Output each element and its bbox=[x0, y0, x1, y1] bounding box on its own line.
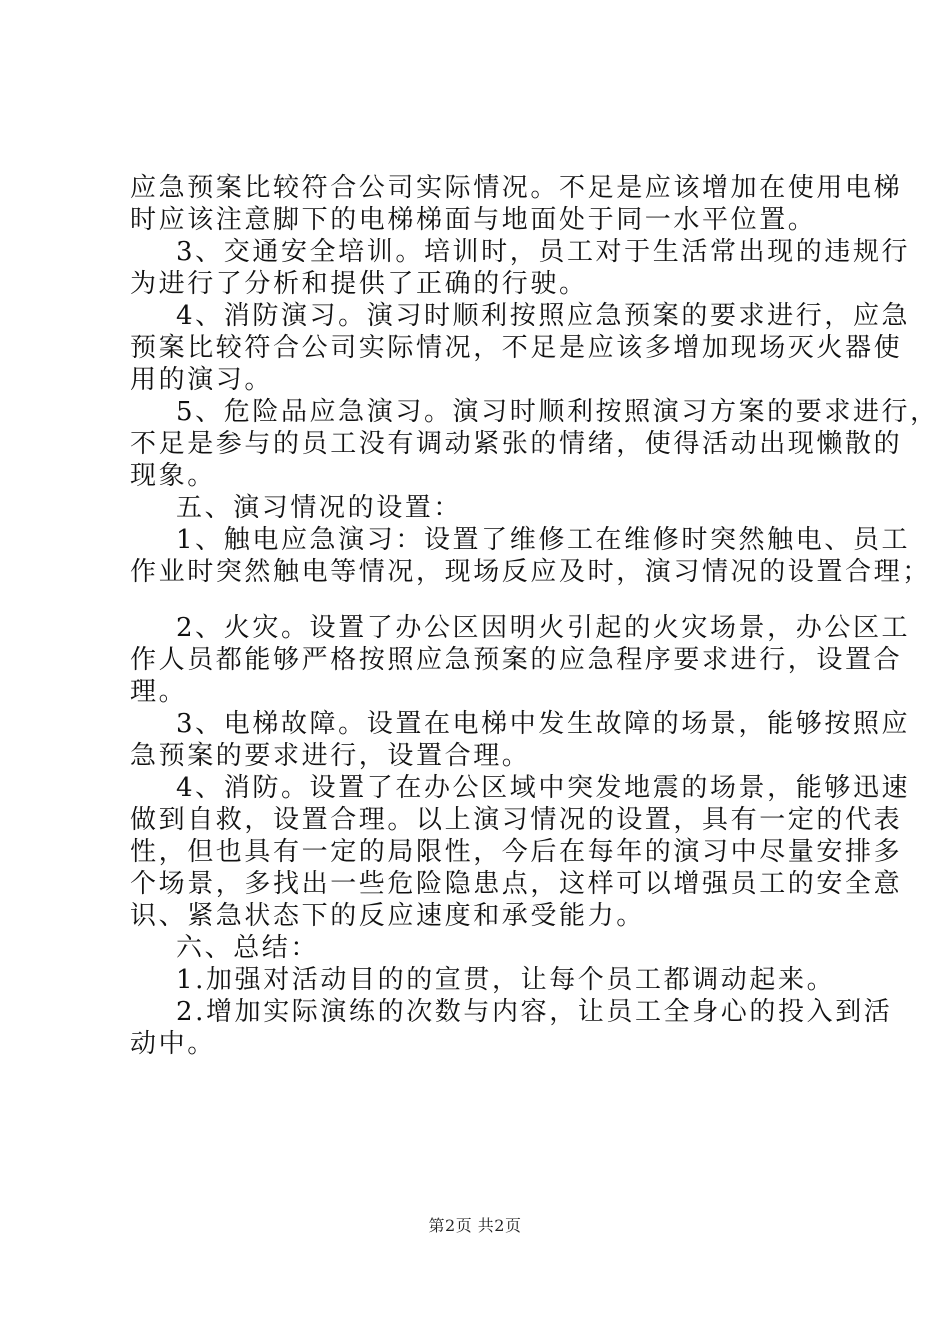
text-line: 现象。 bbox=[130, 461, 216, 491]
text-line: 作人员都能够严格按照应急预案的应急程序要求进行，设置合 bbox=[130, 645, 903, 675]
text-line: 作业时突然触电等情况，现场反应及时，演习情况的设置合理； bbox=[130, 557, 931, 587]
text-line: 4、消防演习。演习时顺利按照应急预案的要求进行，应急 bbox=[176, 301, 911, 331]
text-line: 3、交通安全培训。培训时，员工对于生活常出现的违规行 bbox=[176, 237, 911, 267]
document-body bbox=[130, 172, 939, 1060]
text-line: 动中。 bbox=[130, 1029, 216, 1059]
text-line: 预案比较符合公司实际情况，不足是应该多增加现场灭火器使 bbox=[130, 333, 903, 363]
text-line: 理。 bbox=[130, 677, 188, 707]
text-line: 个场景，多找出一些危险隐患点，这样可以增强员工的安全意 bbox=[130, 869, 903, 899]
text-line: 时应该注意脚下的电梯梯面与地面处于同一水平位置。 bbox=[130, 205, 817, 235]
text-line: 3、电梯故障。设置在电梯中发生故障的场景，能够按照应 bbox=[176, 709, 911, 739]
section-heading: 五、演习情况的设置： bbox=[176, 493, 463, 523]
text-line: 1、触电应急演习：设置了维修工在维修时突然触电、员工 bbox=[176, 525, 911, 555]
text-line: 性，但也具有一定的局限性，今后在每年的演习中尽量安排多 bbox=[130, 837, 903, 867]
text-line: 1.加强对活动目的的宣贯，让每个员工都调动起来。 bbox=[176, 965, 836, 995]
text-line: 5、危险品应急演习。演习时顺利按照演习方案的要求进行， bbox=[176, 397, 939, 427]
text-line: 4、消防。设置了在办公区域中突发地震的场景，能够迅速 bbox=[176, 773, 911, 803]
text-line: 急预案的要求进行，设置合理。 bbox=[130, 741, 531, 771]
text-line: 用的演习。 bbox=[130, 365, 274, 395]
text-line: 做到自救，设置合理。以上演习情况的设置，具有一定的代表 bbox=[130, 805, 903, 835]
text-line: 识、紧急状态下的反应速度和承受能力。 bbox=[130, 901, 645, 931]
section-heading: 六、总结： bbox=[176, 933, 320, 963]
page-number-footer: 第2页 共2页 bbox=[428, 1216, 522, 1235]
text-line: 2.增加实际演练的次数与内容，让员工全身心的投入到活 bbox=[176, 997, 893, 1027]
text-line: 不足是参与的员工没有调动紧张的情绪，使得活动出现懒散的 bbox=[130, 429, 903, 459]
text-line: 2、火灾。设置了办公区因明火引起的火灾场景，办公区工 bbox=[176, 613, 911, 643]
text-line: 应急预案比较符合公司实际情况。不足是应该增加在使用电梯 bbox=[130, 173, 903, 203]
text-line: 为进行了分析和提供了正确的行驶。 bbox=[130, 269, 588, 299]
